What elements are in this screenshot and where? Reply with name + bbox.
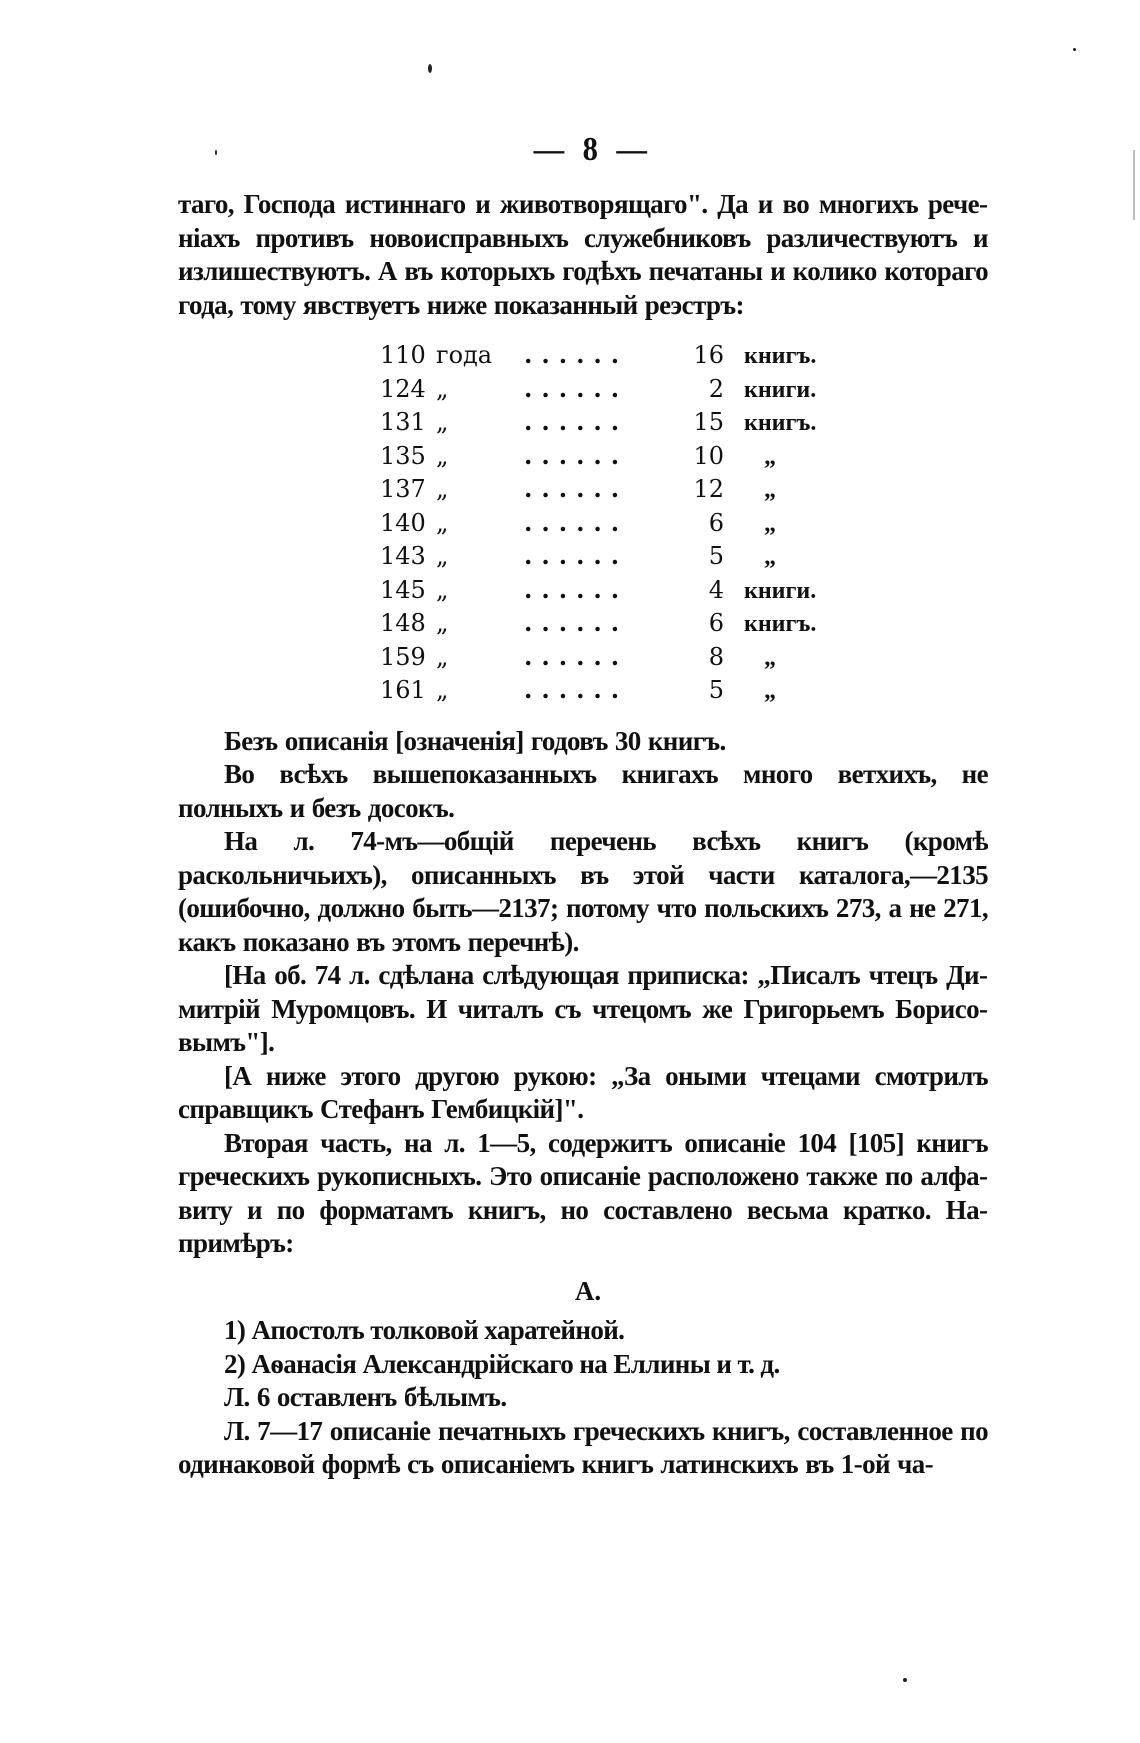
registry-leader-dots: ...... xyxy=(524,541,629,570)
registry-label: книгъ. xyxy=(744,410,817,436)
scan-speck xyxy=(1073,48,1076,51)
registry-row xyxy=(380,439,988,473)
registry-table xyxy=(380,338,988,707)
catalog-entry: 1) Апостолъ толковой харатейной. xyxy=(224,1315,625,1345)
registry-unit: „ xyxy=(436,408,449,436)
registry-label: книги. xyxy=(744,577,817,604)
registry-label: „ xyxy=(764,477,776,503)
paragraph-second-part: Вторая часть, на л. 1—5, содержитъ описаніе 104 [105] книгъ греческихъ рукописныхъ. Это описаніе расположено также по алфавиту и по форматамъ книгъ, но составлено весьма кратко. Напримѣръ: xyxy=(178,1127,988,1258)
paragraph-condition-note: Во всѣхъ вышепоказанныхъ книгахъ много ветхихъ, не полныхъ и безъ досокъ. xyxy=(178,759,988,823)
registry-row xyxy=(380,506,988,540)
intro-paragraph: таго, Господа истиннаго и животворящаго". Да и во многихъ реченіахъ противъ новоисправныхъ служебниковъ различествуютъ и излишествуютъ. А въ которыхъ годѣхъ печатаны и колико котораго года, тому явствуетъ ниже показанный реэстръ: xyxy=(178,189,988,320)
registry-leader-dots: ...... xyxy=(524,641,629,671)
registry-row xyxy=(380,640,988,674)
registry-year: 143 xyxy=(380,542,426,570)
section-heading: А. xyxy=(574,1275,602,1306)
registry-unit: „ xyxy=(436,642,449,671)
registry-label: книгъ. xyxy=(744,611,817,637)
registry-count: 6 xyxy=(708,508,724,537)
registry-row xyxy=(380,405,988,439)
registry-unit: „ xyxy=(436,441,449,470)
registry-leader-dots: ...... xyxy=(524,675,629,704)
paragraph-corrector-note: [А ниже этого другою рукою: „За оными чтецами смотрилъ справщикъ Стефанъ Гембицкій]". xyxy=(178,1060,988,1124)
scan-speck xyxy=(428,64,432,73)
registry-count: 2 xyxy=(708,374,724,403)
registry-label: книгъ. xyxy=(744,343,817,369)
registry-unit: „ xyxy=(436,374,449,403)
registry-count: 5 xyxy=(708,676,724,704)
scan-speck xyxy=(903,1678,907,1682)
registry-unit: „ xyxy=(436,508,449,537)
registry-unit: „ xyxy=(436,676,449,704)
registry-count: 16 xyxy=(693,341,724,369)
scan-edge-line xyxy=(1133,150,1135,220)
registry-leader-dots: ...... xyxy=(524,407,629,436)
registry-row xyxy=(380,539,988,573)
registry-leader-dots: ...... xyxy=(524,440,629,470)
registry-year: 140 xyxy=(380,508,426,537)
registry-year: 137 xyxy=(380,475,426,503)
registry-row xyxy=(380,573,988,607)
registry-year: 124 xyxy=(380,374,426,403)
registry-row xyxy=(380,338,988,372)
registry-row xyxy=(380,372,988,406)
registry-unit: „ xyxy=(436,542,449,570)
registry-count: 15 xyxy=(693,408,724,436)
registry-year: 135 xyxy=(380,441,426,470)
paragraph-blank-leaf: Л. 6 оставленъ бѣлымъ. xyxy=(224,1382,507,1412)
registry-label: „ xyxy=(764,678,776,704)
paragraph-printed-greek-books: Л. 7—17 описаніе печатныхъ греческихъ книгъ, составленное по одинаковой формѣ съ описаніемъ книгъ латинскихъ въ 1-ой ча- xyxy=(178,1415,988,1479)
registry-leader-dots: ...... xyxy=(524,507,629,537)
registry-count: 12 xyxy=(693,475,724,503)
registry-leader-dots: ...... xyxy=(524,474,629,503)
registry-row xyxy=(380,472,988,506)
registry-year: 161 xyxy=(380,676,426,704)
registry-count: 8 xyxy=(708,642,724,671)
paragraph-general-list: На л. 74-мъ—общій перечень всѣхъ книгъ (кромѣ раскольничьихъ), описанныхъ въ этой части каталога,—2135 (ошибочно, должно быть—2137; потому что польскихъ 273, а не 271, какъ показано въ этомъ перечнѣ). xyxy=(178,826,988,957)
registry-label: книги. xyxy=(744,376,817,403)
registry-leader-dots: ...... xyxy=(524,574,629,604)
registry-row xyxy=(380,673,988,707)
registry-count: 10 xyxy=(693,441,724,470)
registry-leader-dots: ...... xyxy=(524,608,629,637)
registry-label: „ xyxy=(764,644,776,671)
registry-count: 6 xyxy=(708,609,724,637)
registry-row xyxy=(380,606,988,640)
registry-label: „ xyxy=(764,443,776,470)
registry-label: „ xyxy=(764,544,776,570)
paragraph-scribe-note: [На об. 74 л. сдѣлана слѣдующая приписка: „Писалъ чтецъ Димитрій Муромцовъ. И читалъ съ чтецомъ же Григорьемъ Борисовымъ"]. xyxy=(178,960,988,1057)
catalog-entry: 2) Аѳанасія Александрійскаго на Еллины и т. д. xyxy=(224,1348,780,1379)
registry-unit: года xyxy=(436,341,493,369)
registry-leader-dots: ...... xyxy=(524,340,629,369)
registry-count: 4 xyxy=(708,575,724,604)
registry-year: 145 xyxy=(380,575,426,604)
registry-unit: „ xyxy=(436,575,449,604)
registry-leader-dots: ...... xyxy=(524,373,629,403)
paragraph-undated-books: Безъ описанія [означенія] годовъ 30 книгъ. xyxy=(224,725,726,756)
registry-year: 159 xyxy=(380,642,426,671)
registry-year: 148 xyxy=(380,609,426,637)
document-page xyxy=(178,128,988,1482)
registry-year: 110 xyxy=(380,341,426,369)
registry-year: 131 xyxy=(380,408,426,436)
registry-count: 5 xyxy=(708,542,724,570)
registry-unit: „ xyxy=(436,609,449,637)
registry-unit: „ xyxy=(436,475,449,503)
registry-label: „ xyxy=(764,510,776,537)
page-number: — 8 — xyxy=(533,131,653,168)
